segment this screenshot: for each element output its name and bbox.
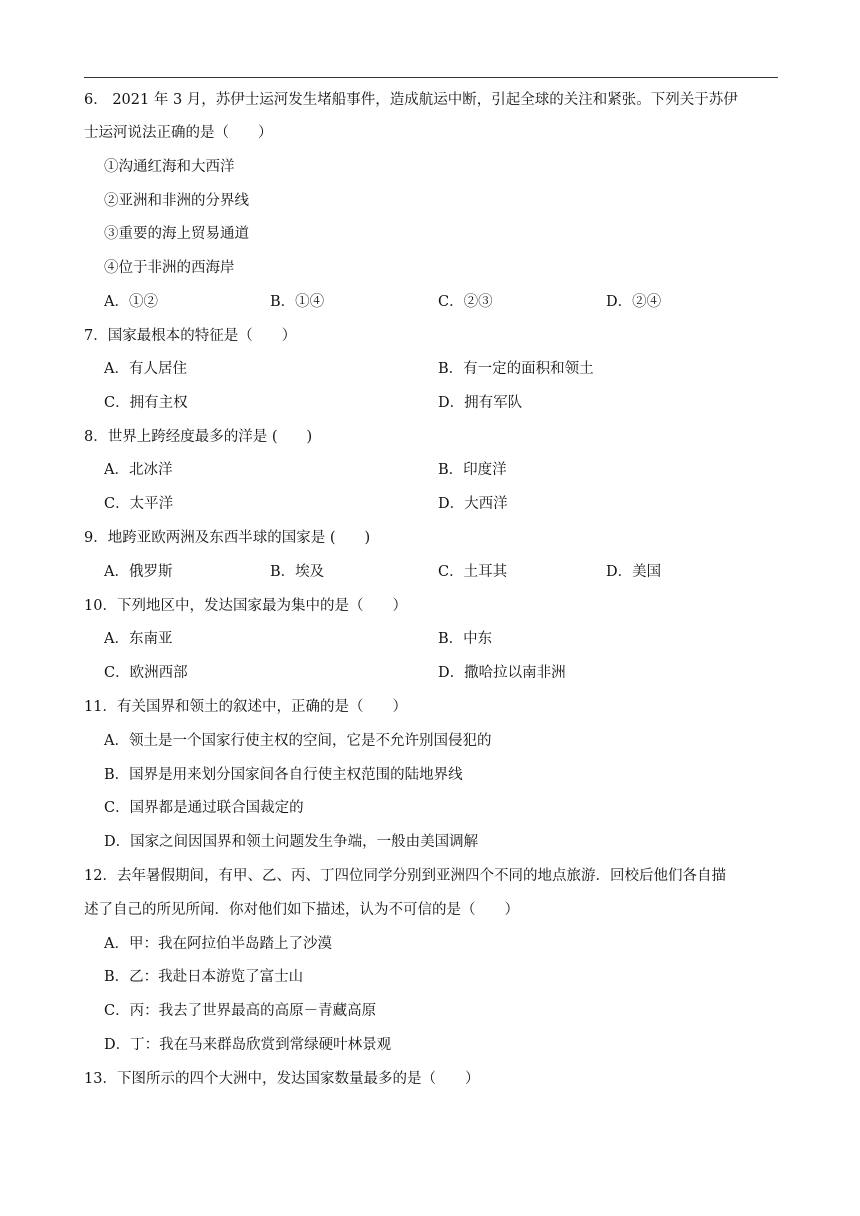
question-9-option-a: A．俄罗斯 [104, 564, 173, 580]
question-6-option-c: C．②③ [438, 294, 493, 310]
question-12-option-c: C．丙：我去了世界最高的高原－青藏高原 [104, 1003, 377, 1019]
question-8-option-a: A．北冰洋 [104, 462, 173, 478]
question-11-option-c: C．国界都是通过联合国裁定的 [104, 800, 304, 816]
question-11-stem: 11．有关国界和领土的叙述中，正确的是（ ） [84, 699, 407, 715]
question-6-stem: 6． 2021 年 3 月，苏伊士运河发生堵船事件，造成航运中断，引起全球的关注和紧张。下列关于苏伊 [84, 92, 738, 108]
question-7-option-d: D．拥有军队 [438, 395, 523, 411]
question-6-item-3: ③重要的海上贸易通道 [104, 226, 249, 242]
question-10-option-a: A．东南亚 [104, 631, 173, 647]
question-9-stem: 9．地跨亚欧两洲及东西半球的国家是 ( ) [84, 530, 371, 546]
question-11-option-a: A．领土是一个国家行使主权的空间，它是不允许别国侵犯的 [104, 733, 492, 749]
question-10-option-c: C．欧洲西部 [104, 665, 188, 681]
question-11-option-d: D．国家之间因国界和领土问题发生争端，一般由美国调解 [104, 834, 479, 850]
question-9-option-c: C．土耳其 [438, 564, 508, 580]
question-6-item-4: ④位于非洲的西海岸 [104, 260, 235, 276]
question-7-stem: 7．国家最根本的特征是（ ） [84, 328, 297, 344]
question-6-option-b: B．①④ [270, 294, 325, 310]
question-12-option-d: D．丁：我在马来群岛欣赏到常绿硬叶林景观 [104, 1037, 392, 1053]
question-7-option-c: C．拥有主权 [104, 395, 188, 411]
question-8-option-c: C．太平洋 [104, 496, 174, 512]
question-12-stem-cont: 述了自己的所见所闻．你对他们如下描述，认为不可信的是（ ） [84, 902, 519, 918]
question-12-option-a: A．甲：我在阿拉伯半岛踏上了沙漠 [104, 936, 332, 952]
question-13-stem: 13．下图所示的四个大洲中，发达国家数量最多的是（ ） [84, 1071, 480, 1087]
question-10-option-d: D．撒哈拉以南非洲 [438, 665, 566, 681]
question-6-item-2: ②亚洲和非洲的分界线 [104, 193, 249, 209]
question-9-option-b: B．埃及 [270, 564, 325, 580]
question-12-stem: 12．去年暑假期间，有甲、乙、丙、丁四位同学分别到亚洲四个不同的地点旅游．回校后他们各自描 [84, 868, 726, 884]
question-6-stem-cont: 士运河说法正确的是（ ） [84, 125, 273, 141]
question-9-option-d: D．美国 [606, 564, 662, 580]
question-7-option-a: A．有人居住 [104, 361, 187, 377]
question-10-stem: 10．下列地区中，发达国家最为集中的是（ ） [84, 598, 407, 614]
question-6-option-a: A．①② [104, 294, 158, 310]
question-6-item-1: ①沟通红海和大西洋 [104, 159, 235, 175]
question-8-option-d: D．大西洋 [438, 496, 508, 512]
question-8-option-b: B．印度洋 [438, 462, 507, 478]
question-12-option-b: B．乙：我赴日本游览了富士山 [104, 969, 304, 985]
question-8-stem: 8．世界上跨经度最多的洋是 ( ) [84, 429, 313, 445]
question-10-option-b: B．中东 [438, 631, 493, 647]
question-11-option-b: B．国界是用来划分国家间各自行使主权范围的陆地界线 [104, 767, 463, 783]
header-rule [84, 77, 778, 78]
question-6-option-d: D．②④ [606, 294, 662, 310]
question-7-option-b: B．有一定的面积和领土 [438, 361, 594, 377]
